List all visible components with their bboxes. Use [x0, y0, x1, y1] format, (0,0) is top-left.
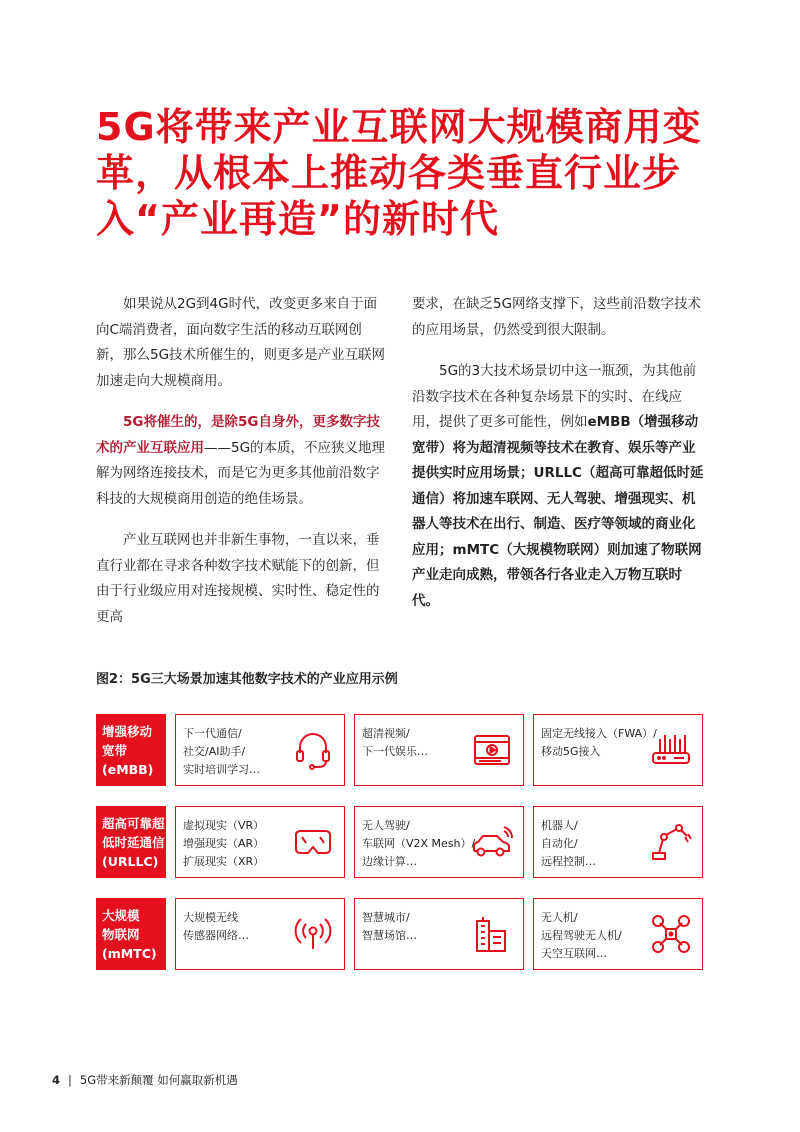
drone-icon	[650, 913, 692, 955]
scenario-cell	[175, 714, 345, 786]
cell-line: 智慧城市/	[362, 911, 410, 924]
cell-line: 传感器网络…	[183, 929, 249, 942]
scenario-cell	[533, 714, 703, 786]
page-number: 4	[52, 1073, 61, 1087]
bold-text: eMBB（增强移动宽带）将为超清视频等技术在教育、娱乐等产业提供实时应用场景；URLLC（超高可靠超低时延通信）将加速车联网、无人驾驶、增强现实、机器人等技术在出行、制造、医疗等领域的商业化应用；mMTC（大规模物联网）则加速了物联网产业走向成熟，带领各行各业走入万物互联时代。	[412, 414, 704, 609]
figure-row-urllc	[96, 806, 708, 878]
label-line: 大规模	[102, 908, 140, 923]
city-buildings-icon	[471, 913, 513, 955]
scenario-cell	[533, 898, 703, 970]
cell-line: 实时培训学习…	[183, 763, 260, 776]
cell-line: 扩展现实（XR）	[183, 855, 265, 868]
paragraph: 要求，在缺乏5G网络支撑下，这些前沿数字技术的应用场景，仍然受到很大限制。	[412, 296, 702, 338]
left-column	[96, 292, 388, 646]
cell-line: 移动5G接入	[541, 745, 601, 758]
cell-line: 超清视频/	[362, 727, 410, 740]
cell-line: 无人驾驶/	[362, 819, 410, 832]
figure-row-mmtc	[96, 898, 708, 970]
label-line: (mMTC)	[102, 946, 157, 961]
row-label	[96, 714, 166, 786]
cell-line: 车联网（V2X Mesh）/	[362, 837, 476, 850]
scenario-cell	[354, 898, 524, 970]
headset-icon	[292, 729, 334, 771]
scenario-cell	[354, 806, 524, 878]
page-title: 5G将带来产业互联网大规模商用变革，从根本上推动各类垂直行业步入“产业再造”的新时代	[96, 105, 702, 241]
cell-line: 下一代通信/	[183, 727, 242, 740]
paragraph-text: ——5G的本质，不应狭义地理解为网络连接技术，而是它为更多其他前沿数字科技的大规模商用创造的绝佳场景。	[96, 439, 386, 507]
cell-line: 固定无线接入（FWA）/	[541, 727, 657, 740]
paragraph: 如果说从2G到4G时代，改变更多来自于面向C端消费者，面向数字生活的移动互联网创新，那么5G技术所催生的，则更多是产业互联网加速走向大规模商用。	[96, 296, 386, 389]
label-line: 宽带	[102, 743, 128, 758]
figure-title: 图2：5G三大场景加速其他数字技术的产业应用示例	[96, 672, 398, 687]
cell-line: 虚拟现实（VR）	[183, 819, 265, 832]
router-icon	[650, 729, 692, 771]
paragraph: 产业互联网也并非新生事物，一直以来，垂直行业都在寻求各种数字技术赋能下的创新，但由于行业级应用对连接规模、实时性、稳定性的更高	[96, 532, 380, 625]
cell-line: 大规模无线	[183, 911, 238, 924]
row-label	[96, 898, 166, 970]
label-line: (URLLC)	[102, 854, 159, 869]
vr-headset-icon	[292, 821, 334, 863]
cell-line: 自动化/	[541, 837, 578, 850]
paragraph	[412, 359, 704, 614]
label-line: 增强移动	[102, 724, 153, 739]
label-line: (eMBB)	[102, 762, 154, 777]
cell-line: 智慧场馆…	[362, 929, 417, 942]
cell-line: 社交/AI助手/	[183, 745, 246, 758]
video-player-icon	[471, 729, 513, 771]
paragraph	[96, 410, 388, 512]
robot-arm-icon	[650, 821, 692, 863]
page-footer	[52, 1072, 238, 1088]
label-line: 物联网	[102, 927, 140, 942]
scenario-cell	[175, 898, 345, 970]
cell-line: 下一代娱乐…	[362, 745, 428, 758]
right-column	[412, 292, 704, 630]
cell-line: 天空互联网…	[541, 947, 607, 960]
figure-row-embb	[96, 714, 708, 786]
highlight-text: 5G将催生的，是除5G自身外，更多数字技术的产业互联应用	[96, 414, 380, 456]
wireless-sensor-icon	[292, 913, 334, 955]
scenario-cell	[533, 806, 703, 878]
connected-car-icon	[471, 821, 513, 863]
row-label	[96, 806, 166, 878]
cell-line: 边缘计算…	[362, 855, 417, 868]
cell-line: 机器人/	[541, 819, 578, 832]
cell-line: 增强现实（AR）	[183, 837, 265, 850]
label-line: 超高可靠超	[102, 816, 165, 831]
label-line: 低时延通信	[102, 835, 165, 850]
footer-title: 5G带来新颠覆 如何赢取新机遇	[79, 1073, 238, 1087]
scenario-cell	[354, 714, 524, 786]
cell-line: 远程控制…	[541, 855, 596, 868]
footer-separator: |	[68, 1073, 72, 1087]
cell-line: 远程驾驶无人机/	[541, 929, 622, 942]
scenario-cell	[175, 806, 345, 878]
paragraph-text: 5G的3大技术场景切中这一瓶颈，为其他前沿数字技术在各种复杂场景下的实时、在线应用，提供了更多可能性，例如	[412, 363, 697, 430]
cell-line: 无人机/	[541, 911, 578, 924]
